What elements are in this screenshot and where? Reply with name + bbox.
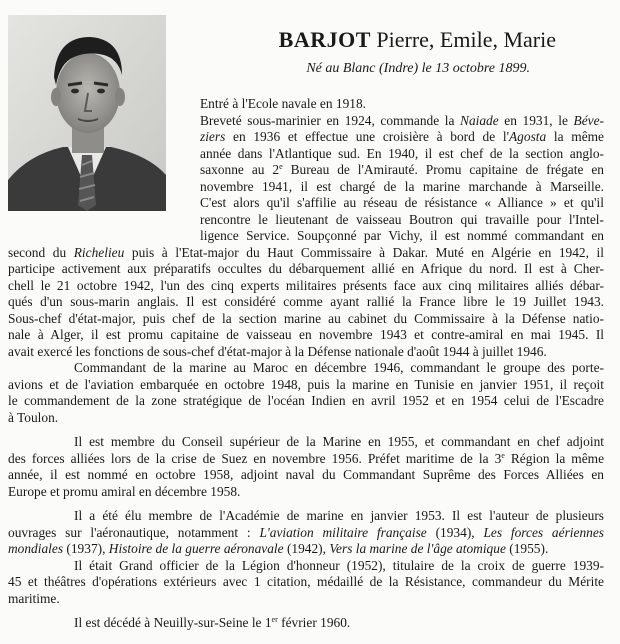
birth-info: Né au Blanc (Indre) le 13 octobre 1899. — [306, 61, 530, 76]
text-line: ligence Service. Soupçonné par Vichy, il est nommé commandant en — [200, 228, 604, 243]
given-names: Pierre, Emile, Marie — [370, 27, 556, 52]
text-line: Sous-chef d'état-major, puis chef de la section marine au cabinet du Commissaire à la Défense natio- — [8, 310, 604, 326]
text-line: Commandant de la marine au Maroc en décembre 1946, commandant le groupe des porte- — [74, 360, 604, 375]
surname: BARJOT — [278, 27, 371, 52]
text-line: le commandement de la zone stratégique de l'océan Indien en avril 1952 et en 1954 celui de l'Escadre — [8, 393, 604, 408]
book-title: mondiales — [8, 541, 64, 556]
book-title: Les forces aériennes — [483, 524, 604, 540]
text-line: année dans l'Atlantique sud. En 1940, il est chef de la section anglo- — [200, 145, 604, 161]
text-line: maritime. — [8, 590, 60, 606]
ship-name: Naiade — [460, 112, 499, 128]
text-line: C'est alors qu'il s'affilie au réseau de résistance « Alliance » et qu'il — [200, 195, 604, 210]
text-line: Il est décédé à Neuilly-sur-Seine le 1er février 1960. — [74, 615, 351, 630]
biography-header — [200, 27, 556, 78]
text-line: Il était Grand officier de la Légion d'honneur (1952), titulaire de la croix de guerre 1939- — [74, 557, 604, 573]
text-line: ziers en 1936 et effectue une croisière à bord de l'Agosta la même — [200, 129, 604, 144]
text-line: Il a été élu membre de l'Académie de marine en janvier 1953. Il est l'auteur de plusieurs — [74, 508, 604, 523]
text-line: Breveté sous-marinier en 1924, commande la Naiade en 1931, le Béve- — [200, 112, 604, 128]
text-line: saxonne au 2e Bureau de l'Amirauté. Promu capitaine de frégate en — [200, 162, 604, 177]
text-line: avions et de l'aviation embarquée en octobre 1948, puis la marine en Tunisie en janvier 1951, il reçoit — [8, 376, 604, 392]
text-line: chell le 21 octobre 1942, l'un des cinq experts militaires présents face aux cinq militaires alliés débar- — [8, 277, 604, 293]
book-title: L'aviation militaire française — [259, 524, 427, 540]
ship-name: ziers — [200, 129, 226, 144]
book-title: Vers la marine de l'âge atomique — [329, 541, 506, 556]
person-name — [200, 27, 556, 53]
ship-name: Béve- — [573, 112, 604, 128]
text-line: mondiales (1937), Histoire de la guerre aéronavale (1942), Vers la marine de l'âge atomique (1955). — [8, 541, 549, 556]
text-line: Il est membre du Conseil supérieur de la Marine en 1955, et commandant en chef adjoint — [74, 434, 604, 449]
text-line: novembre 1941, il est chargé de la marine marchande à Marseille. — [200, 178, 604, 194]
text-line: rencontre le lieutenant de vaisseau Boutron qui travaille pour l'Intel- — [200, 211, 604, 227]
text-line: avait exercé les fonctions de sous-chef d'état-major à la Défense nationale d'août 1944 à juillet 1946. — [8, 343, 547, 359]
text-line: ouvrages sur l'aéronautique, notamment : L'aviation militaire française (1934), Les forces aériennes — [8, 524, 604, 540]
text-line: année, il est nommé en octobre 1958, adjoint naval du Commandant Suprême des Forces Alliées en — [8, 467, 604, 482]
biography-text — [8, 96, 604, 632]
ship-name: Agosta — [509, 129, 547, 144]
text-line: Europe et promu amiral en décembre 1958. — [8, 483, 241, 499]
text-line: 45 et théâtres d'opérations extérieurs avec 1 citation, médaillé de la Résistance, commandeur du Mérite — [8, 574, 604, 589]
text-line: qués d'un sous-marin anglais. Il est considéré comme ayant rallié la France libre le 19 Juillet 1943. — [8, 294, 604, 309]
text-line: à Toulon. — [8, 409, 59, 425]
text-line: participe activement aux préparatifs occultes du débarquement allié en Afrique du nord. Il est à Cher- — [8, 261, 604, 276]
text-line: nale à Alger, il est promu capitaine de vaisseau en novembre 1943 et contre-amiral en mai 1945. Il — [8, 327, 604, 342]
text-line: Entré à l'Ecole navale en 1918. — [200, 96, 367, 111]
text-line: des forces alliées lors de la crise de Suez en novembre 1956. Préfet maritime de la 3e Région la même — [8, 450, 605, 466]
text-line: second du Richelieu puis à l'Etat-major du Haut Commissaire à Dakar. Muté en Algérie en 1942, il — [8, 244, 604, 260]
ship-name: Richelieu — [73, 244, 125, 260]
book-title: Histoire de la guerre aéronavale — [108, 541, 284, 556]
